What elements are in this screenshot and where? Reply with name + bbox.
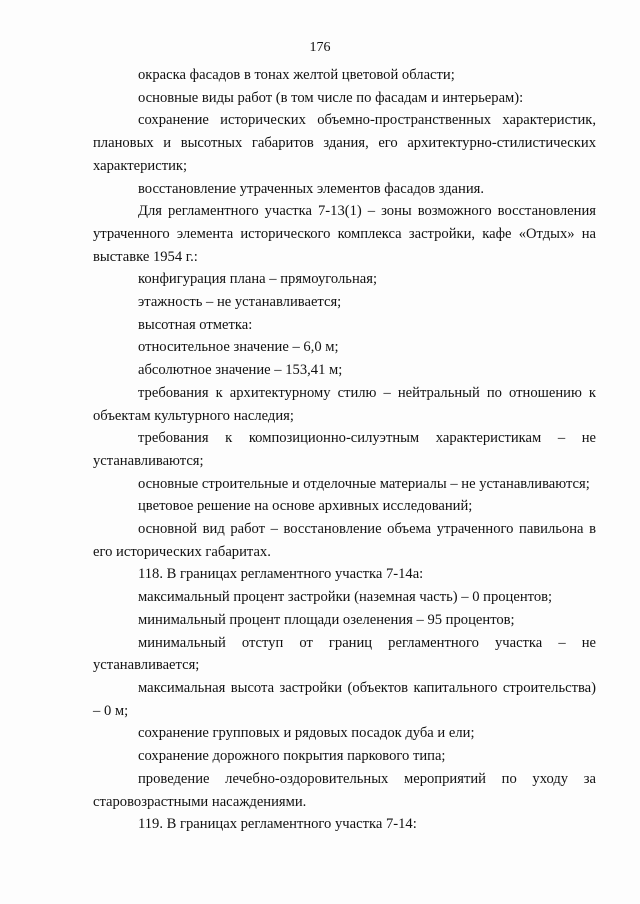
paragraph: относительное значение – 6,0 м; xyxy=(138,339,339,356)
paragraph: окраска фасадов в тонах желтой цветовой области; xyxy=(138,67,455,83)
paragraph: сохранение групповых и рядовых посадок дуба и ели; xyxy=(138,725,475,742)
paragraph: Для регламентного участка 7-13(1) – зоны возможного восстановления утраченного элемента исторического комплекса застройки, кафе «Отдых» на выставке 1954 г.: xyxy=(93,203,596,265)
page-number: 176 xyxy=(309,40,331,55)
paragraph: этажность – не устанавливается; xyxy=(138,294,342,311)
paragraph: требования к архитектурному стилю – нейтральный по отношению к объектам культурного наследия; xyxy=(93,384,596,424)
paragraph: основные виды работ (в том числе по фасадам и интерьерам): xyxy=(138,89,524,106)
paragraph: основной вид работ – восстановление объема утраченного павильона в его исторических габаритах. xyxy=(93,521,596,560)
paragraph: требования к композиционно-силуэтным характеристикам – не устанавливаются; xyxy=(93,430,596,469)
paragraph: сохранение исторических объемно-пространственных характеристик, плановых и высотных габаритов здания, его архитектурно-стилистических характеристик; xyxy=(93,112,596,174)
paragraph: минимальный процент площади озеленения – 95 процентов; xyxy=(138,611,515,628)
paragraph: 118. В границах регламентного участка 7-14а: xyxy=(138,566,424,583)
paragraph: абсолютное значение – 153,41 м; xyxy=(138,362,343,379)
paragraph: цветовое решение на основе архивных исследований; xyxy=(138,498,473,515)
paragraph: конфигурация плана – прямоугольная; xyxy=(138,271,378,288)
paragraph: высотная отметка: xyxy=(138,316,253,333)
document-body xyxy=(93,64,596,836)
paragraph: 119. В границах регламентного участка 7-14: xyxy=(138,816,417,833)
paragraph: восстановление утраченных элементов фасадов здания. xyxy=(138,180,484,197)
paragraph: сохранение дорожного покрытия паркового типа; xyxy=(138,748,446,765)
paragraph: проведение лечебно-оздоровительных мероприятий по уходу за старовозрастными насаждениями. xyxy=(93,770,596,810)
paragraph: максимальная высота застройки (объектов капитального строительства) – 0 м; xyxy=(93,679,596,719)
paragraph: максимальный процент застройки (наземная часть) – 0 процентов; xyxy=(138,589,553,606)
paragraph: минимальный отступ от границ регламентного участка – не устанавливается; xyxy=(93,634,596,674)
paragraph: основные строительные и отделочные материалы – не устанавливаются; xyxy=(138,475,590,492)
